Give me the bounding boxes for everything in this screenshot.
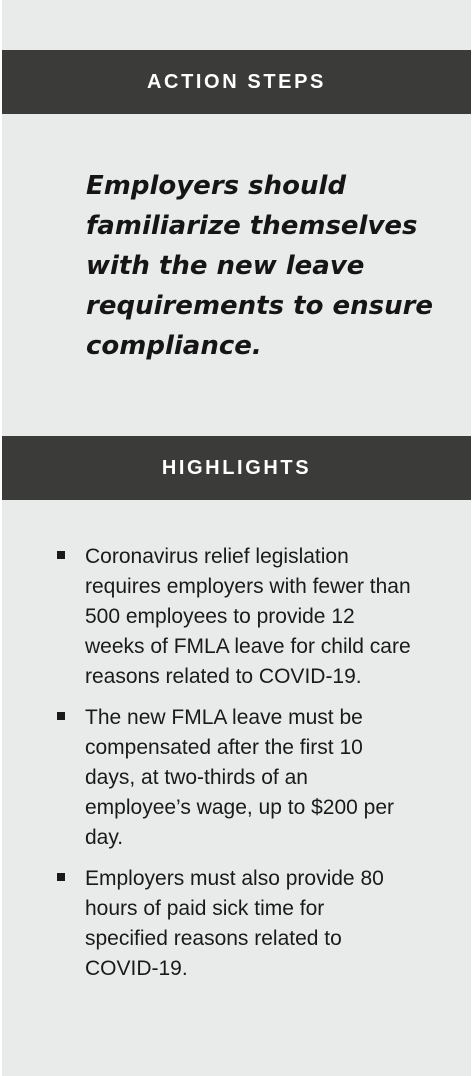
list-item bbox=[0, 864, 472, 984]
list-item bbox=[0, 703, 472, 853]
list-item-text: Coronavirus relief legislation requires employers with fewer than 500 employees to provide 12 weeks of FMLA leave for child care reasons related to COVID-19. bbox=[85, 545, 411, 688]
action-steps-quote: Employers should familiarize themselves with the new leave requirements to ensure compliance. bbox=[86, 171, 434, 361]
list-item-text: The new FMLA leave must be compensated after the first 10 days, at two-thirds of an employee’s wage, up to $200 per day. bbox=[85, 706, 394, 849]
highlights-list bbox=[0, 542, 472, 995]
square-bullet-icon bbox=[57, 873, 65, 881]
highlights-heading: HIGHLIGHTS bbox=[2, 436, 471, 500]
action-steps-heading: ACTION STEPS bbox=[2, 50, 471, 114]
square-bullet-icon bbox=[57, 551, 65, 559]
list-item bbox=[0, 542, 472, 692]
list-item-text: Employers must also provide 80 hours of paid sick time for specified reasons related to COVID-19. bbox=[85, 867, 384, 980]
square-bullet-icon bbox=[57, 712, 65, 720]
